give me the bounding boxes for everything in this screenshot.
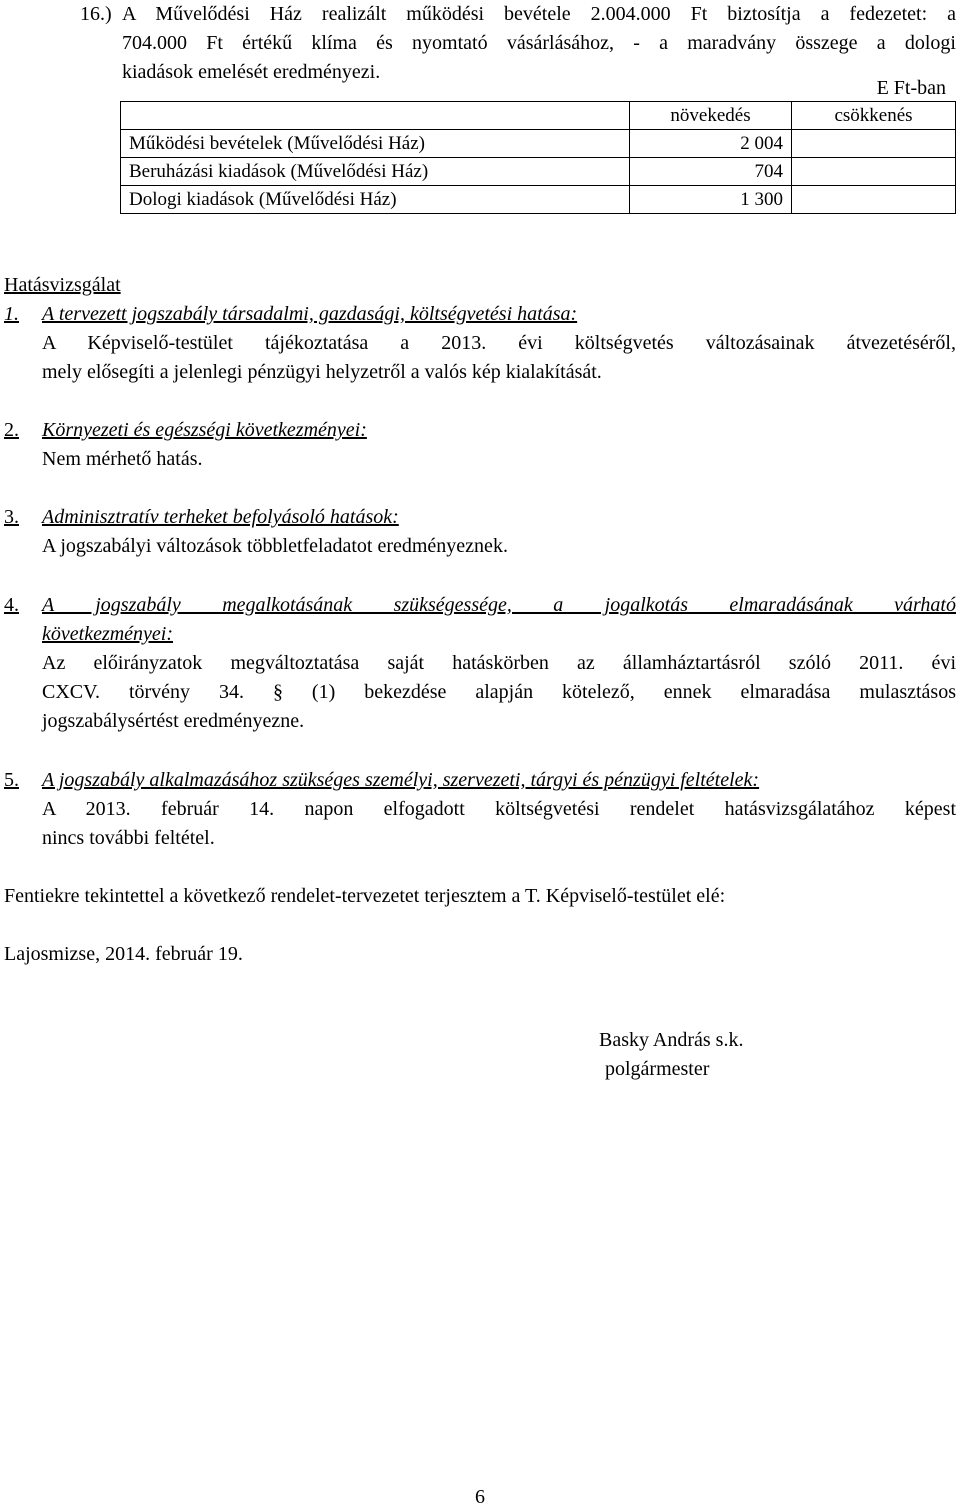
row-label: Beruházási kiadások (Művelődési Ház)	[121, 158, 630, 186]
closing-statement: Fentiekre tekintettel a következő rendelet-tervezetet terjesztem a T. Képviselő-testület elé:	[4, 885, 726, 907]
impact-item-number: 4.	[4, 594, 19, 616]
header-decrease: csökkenés	[792, 102, 956, 130]
impact-item-heading: A jogszabály alkalmazásához szükséges személyi, szervezeti, tárgyi és pénzügyi feltételek:	[42, 769, 760, 791]
page-number: 6	[475, 1486, 485, 1508]
impact-item-number: 1.	[4, 303, 19, 325]
intro-line: A Művelődési Ház realizált működési bevétele 2.004.000 Ft biztosítja a fedezetet: a	[122, 3, 956, 25]
impact-item-line: A jogszabályi változások többletfeladatot eredményeznek.	[42, 535, 508, 557]
impact-title: Hatásvizsgálat	[4, 274, 121, 296]
impact-item-line: mely elősegíti a jelenlegi pénzügyi helyzetről a valós kép kialakítását.	[42, 361, 602, 383]
row-decrease	[792, 130, 956, 158]
impact-item-heading: Adminisztratív terheket befolyásoló hatások:	[42, 506, 399, 528]
row-label: Működési bevételek (Művelődési Ház)	[121, 130, 630, 158]
intro-paragraph	[80, 0, 956, 87]
impact-item-line: A Képviselő-testület tájékoztatása a 2013. évi költségvetés változásainak átvezetéséről,	[42, 332, 956, 354]
table-row	[121, 158, 956, 186]
intro-line: 704.000 Ft értékű klíma és nyomtató vásárlásához, - a maradvány összege a dologi	[122, 32, 956, 54]
impact-item-number: 5.	[4, 769, 19, 791]
impact-item-number: 2.	[4, 419, 19, 441]
impact-item-heading: A tervezett jogszabály társadalmi, gazdasági, költségvetési hatása:	[42, 303, 578, 325]
table-row	[121, 186, 956, 214]
signature-block	[599, 1026, 743, 1084]
signer-role: polgármester	[605, 1058, 710, 1080]
row-increase: 2 004	[630, 130, 792, 158]
document-date: Lajosmizse, 2014. február 19.	[4, 943, 243, 965]
signer-name: Basky András s.k.	[599, 1029, 744, 1051]
impact-item-2	[4, 416, 956, 474]
table-unit-label: E Ft-ban	[876, 77, 946, 99]
impact-item-line: Az előirányzatok megváltoztatása saját hatáskörben az államháztartásról szóló 2011. évi	[42, 652, 956, 674]
intro-number: 16.)	[80, 3, 112, 25]
row-label: Dologi kiadások (Művelődési Ház)	[121, 186, 630, 214]
row-decrease	[792, 158, 956, 186]
table-row	[121, 130, 956, 158]
impact-item-line: Nem mérhető hatás.	[42, 448, 203, 470]
budget-table	[120, 101, 956, 214]
row-decrease	[792, 186, 956, 214]
impact-item-heading: A jogszabály megalkotásának szükségessége, a jogalkotás elmaradásának várható	[42, 594, 956, 616]
intro-line: kiadások emelését eredményezi.	[122, 61, 381, 83]
header-increase: növekedés	[630, 102, 792, 130]
impact-item-1	[4, 300, 956, 387]
impact-item-line: jogszabálysértést eredményezne.	[42, 710, 305, 732]
table-header-row	[121, 102, 956, 130]
table-header-empty	[121, 102, 630, 130]
impact-item-5	[4, 766, 956, 853]
impact-item-number: 3.	[4, 506, 19, 528]
impact-item-heading-cont: következményei:	[42, 623, 174, 645]
impact-item-4	[4, 591, 956, 736]
impact-item-line: nincs további feltétel.	[42, 827, 215, 849]
impact-item-heading: Környezeti és egészségi következményei:	[42, 419, 367, 441]
row-increase: 1 300	[630, 186, 792, 214]
row-increase: 704	[630, 158, 792, 186]
impact-item-3	[4, 503, 956, 561]
impact-item-line: CXCV. törvény 34. § (1) bekezdése alapján kötelező, ennek elmaradása mulasztásos	[42, 681, 956, 703]
impact-item-line: A 2013. február 14. napon elfogadott költségvetési rendelet hatásvizsgálatához képest	[42, 798, 956, 820]
